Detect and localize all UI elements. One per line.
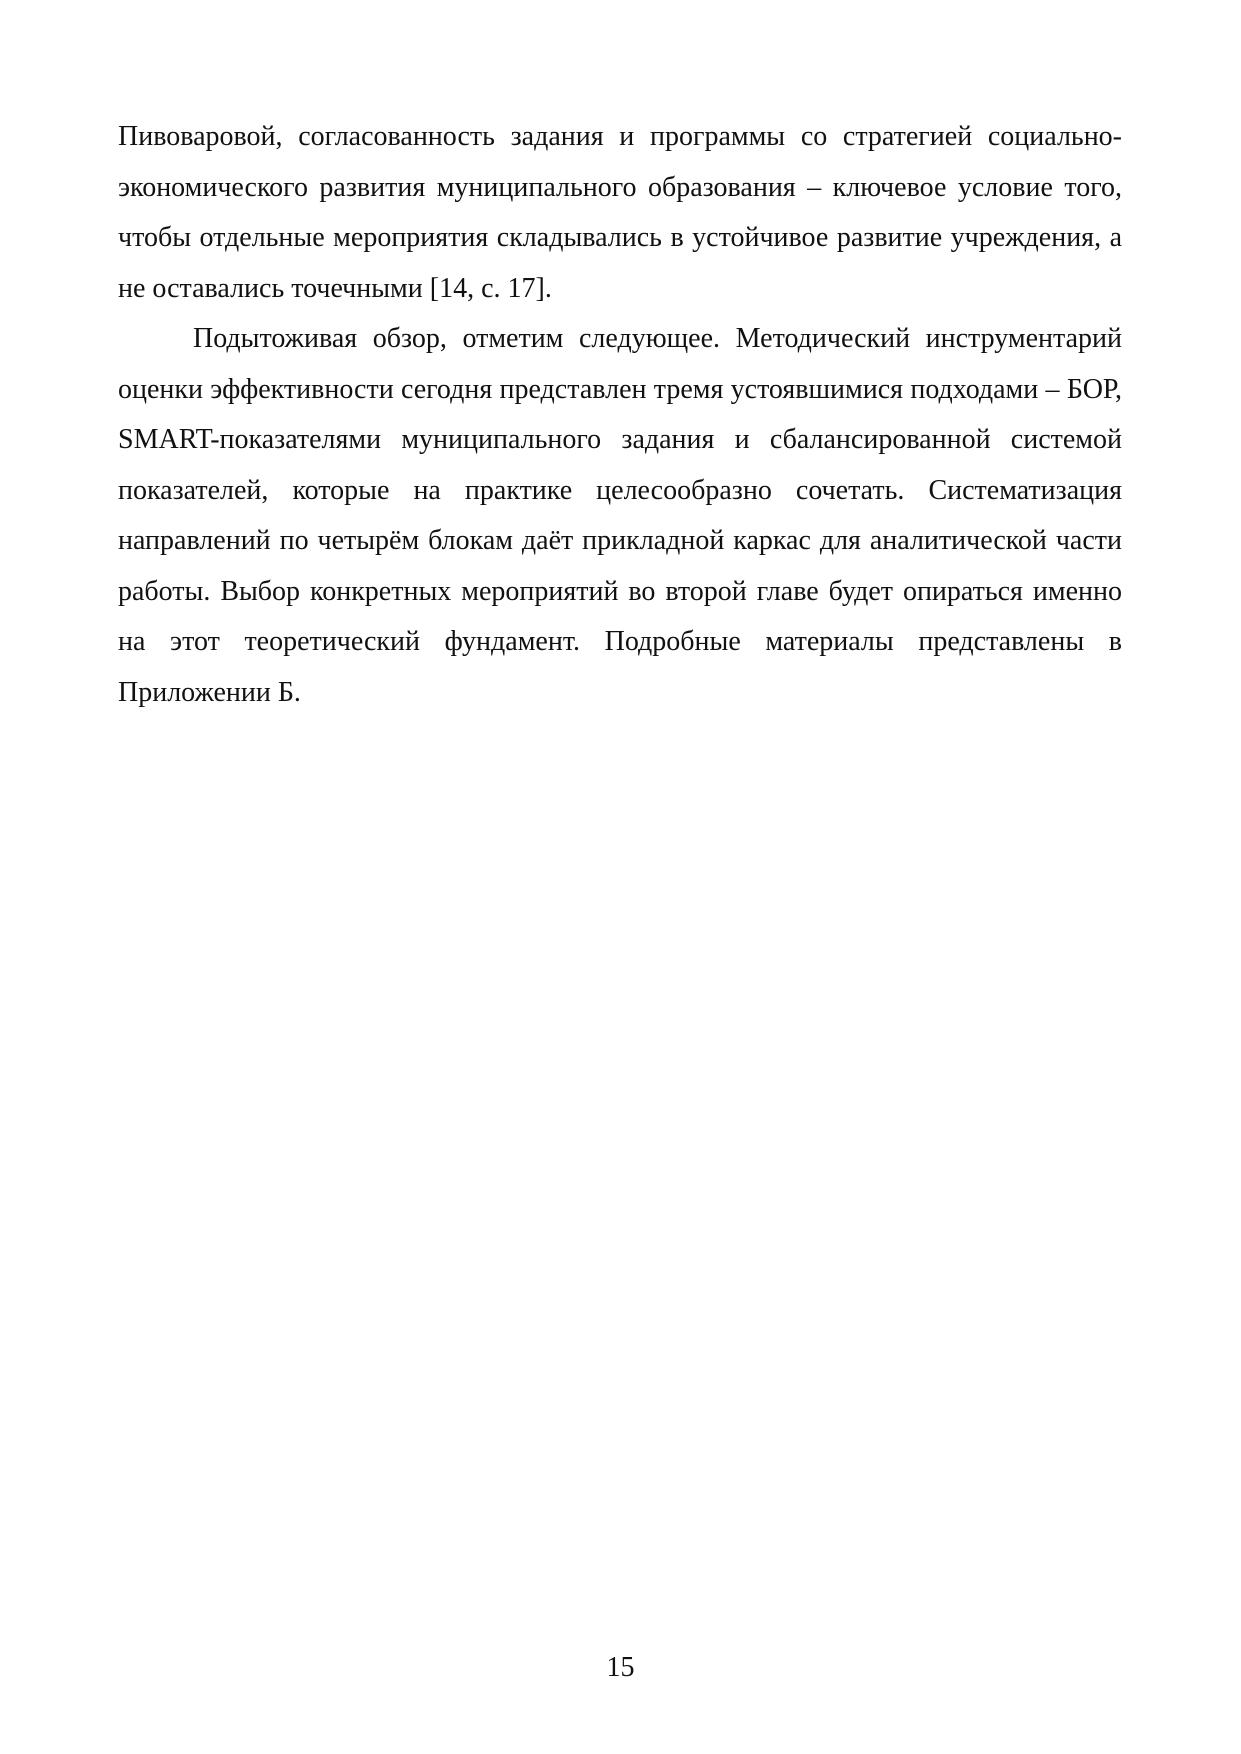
document-body: [118, 112, 1122, 718]
paragraph-continuation: Пивоваровой, согласованность задания и программы со стратегией социально-экономического развития муниципального образования – ключевое условие того, чтобы отдельные мероприятия складывались в устойчивое развитие учреждения, а не оставались точечными [14, с. 17].: [118, 121, 1122, 304]
paragraph-summary: Подытоживая обзор, отметим следующее. Методический инструментарий оценки эффективности сегодня представлен тремя устоявшимися подходами – БОР, SMART-показателями муниципального задания и сбалансированной системой показателей, которые на практике целесообразно сочетать. Систематизация направлений по четырём блокам даёт прикладной каркас для аналитической части работы. Выбор конкретных мероприятий во второй главе будет опираться именно на этот теоретический фундамент. Подробные материалы представлены в Приложении Б.: [118, 323, 1122, 708]
page-number: 15: [606, 1652, 635, 1683]
